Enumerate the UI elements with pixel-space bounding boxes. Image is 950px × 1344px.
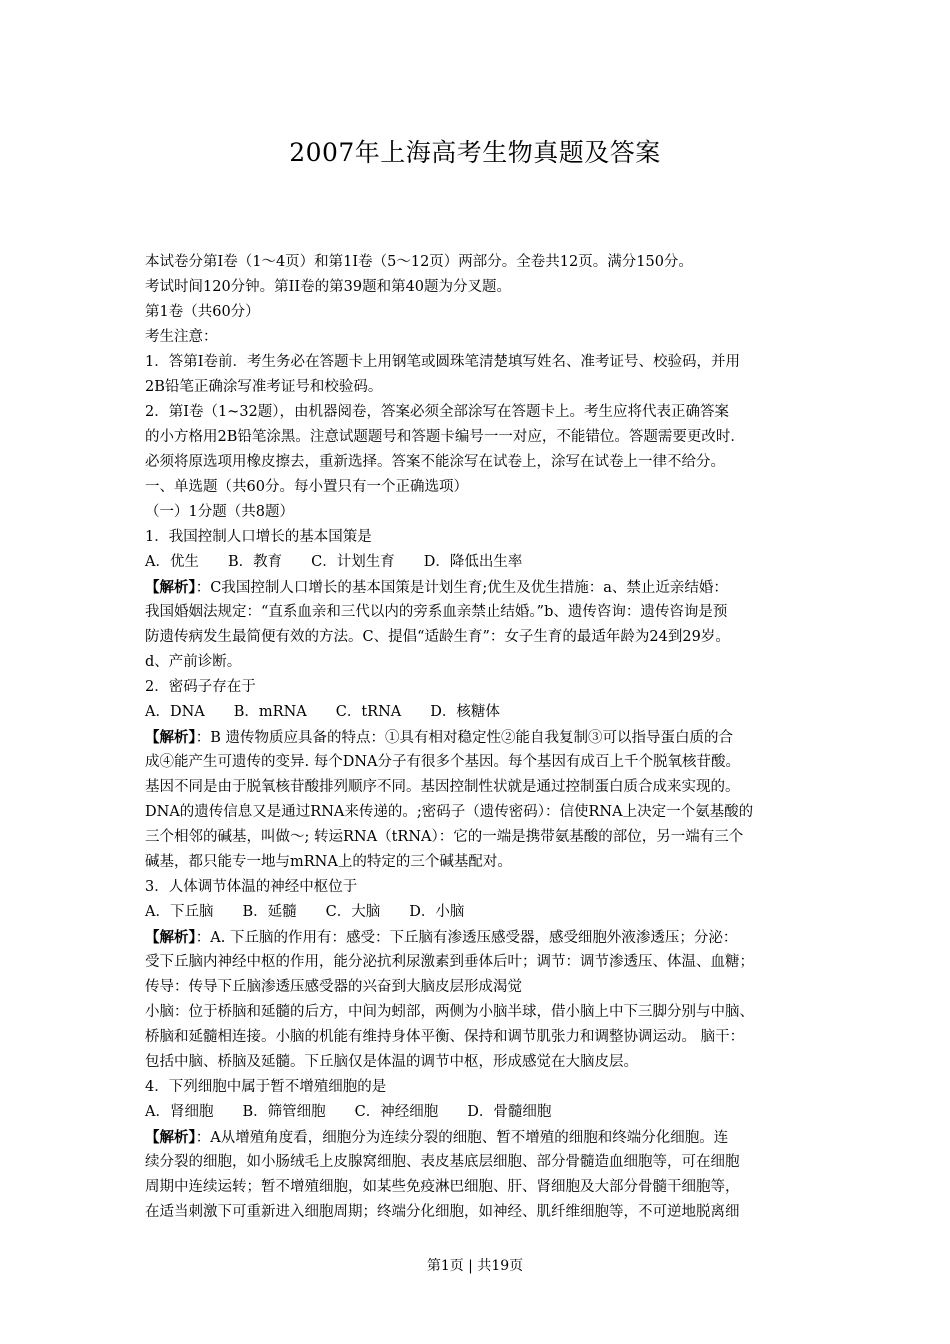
analysis-line: 桥脑和延髓相连接。小脑的机能有维持身体平衡、保持和调节肌张力和调整协调运动。 脑干： <box>145 1029 745 1045</box>
intro-line: 一、单选题（共60分。每小置只有一个正确选项） <box>145 479 468 495</box>
analysis-line <box>145 575 845 600</box>
intro-line: 第1卷（共60分） <box>145 304 260 320</box>
analysis-text: ：B 遗传物质应具备的特点：①具有相对稳定性②能自我复制③可以指导蛋白质的合 <box>195 730 734 746</box>
analysis-line: 续分裂的细胞，如小肠绒毛上皮腺窝细胞、表皮基底层细胞、部分骨髓造血细胞等，可在细胞 <box>145 1154 740 1170</box>
analysis-line: 成④能产生可遗传的变异. 每个DNA分子有很多个基因。每个基因有成百上千个脱氧核苷酸。 <box>145 754 740 770</box>
analysis-text: ：A从增殖角度看，细胞分为连续分裂的细胞、暂不增殖的细胞和终端分化细胞。连 <box>195 1130 729 1146</box>
analysis-line: DNA的遗传信息又是通过RNA来传递的。;密码子（遗传密码）：信使RNA上决定一个氨基酸的 <box>145 804 754 820</box>
page-footer: 第1页 | 共19页 <box>426 1258 524 1274</box>
analysis-line: 周期中连续运转；暂不增殖细胞，如某些免疫淋巴细胞、肝、肾细胞及大部分骨髓干细胞等， <box>145 1179 740 1195</box>
analysis-line: 基因不同是由于脱氧核苷酸排列顺序不同。基因控制性状就是通过控制蛋白质合成来实现的。 <box>145 779 740 795</box>
analysis-line: 碱基，都只能专一地与mRNA上的特定的三个碱基配对。 <box>145 854 512 870</box>
question-stem: 1．我国控制人口增长的基本国策是 <box>145 529 372 545</box>
analysis-line: 三个相邻的碱基，叫做～; 转运RNA（tRNA）：它的一端是携带氨基酸的部位，另一端有三个 <box>145 829 744 845</box>
intro-line: 2B铅笔正确涂写准考证号和校验码。 <box>145 379 383 395</box>
analysis-line: 传导：传导下丘脑渗透压感受器的兴奋到大脑皮层形成渴觉 <box>145 979 522 995</box>
analysis-line <box>145 925 845 950</box>
analysis-line: 小脑：位于桥脑和延髓的后方，中间为蚓部，两侧为小脑半球，借小脑上中下三脚分别与中脑、 <box>145 1004 754 1020</box>
analysis-line: 受下丘脑内神经中枢的作用，能分泌抗利尿激素到垂体后叶；调节：调节渗透压、体温、血糖； <box>145 954 754 970</box>
question-options: A．DNA B．mRNA C．tRNA D．核糖体 <box>145 704 500 720</box>
intro-line: 本试卷分第Ⅰ卷（1～4页）和第1Ⅰ卷（5～12页）两部分。全卷共12页。满分150分。 <box>145 254 693 270</box>
analysis-line: d、产前诊断。 <box>145 654 242 670</box>
analysis-line: 在适当刺激下可重新进入细胞周期；终端分化细胞，如神经、肌纤维细胞等，不可逆地脱离细 <box>145 1204 740 1220</box>
question-stem: 4．下列细胞中属于暂不增殖细胞的是 <box>145 1079 387 1095</box>
document-body <box>145 250 845 1225</box>
analysis-label: 【解析】 <box>145 1129 196 1146</box>
intro-line: 的小方格用2B铅笔涂黑。注意试题题号和答题卡编号一一对应，不能错位。答题需要更改时． <box>145 429 745 445</box>
analysis-line: 我国婚姻法规定：“直系血亲和三代以内的旁系血亲禁止结婚。”b、遗传咨询：遗传咨询是预 <box>145 604 728 620</box>
analysis-label: 【解析】 <box>145 579 196 596</box>
question-stem: 3．人体调节体温的神经中枢位于 <box>145 879 358 895</box>
question-options: A．肾细胞 B．筛管细胞 C．神经细胞 D．骨髓细胞 <box>145 1104 552 1120</box>
page-title: 2007年上海高考生物真题及答案 <box>289 138 661 167</box>
question-options: A．优生 B．教育 C．计划生育 D．降低出生率 <box>145 554 523 570</box>
analysis-line: 包括中脑、桥脑及延髓。下丘脑仅是体温的调节中枢，形成感觉在大脑皮层。 <box>145 1054 638 1070</box>
analysis-label: 【解析】 <box>145 929 196 946</box>
analysis-text: ：C我国控制人口增长的基本国策是计划生育;优生及优生措施：a、禁止近亲结婚： <box>195 580 728 596</box>
analysis-line <box>145 725 845 750</box>
analysis-label: 【解析】 <box>145 729 196 746</box>
intro-line: 考生注意： <box>145 329 218 345</box>
analysis-text: ：A. 下丘脑的作用有：感受：下丘脑有渗透压感受器，感受细胞外液渗透压；分泌： <box>195 930 738 946</box>
intro-line: 2．第Ⅰ卷（1~32题），由机器阅卷，答案必须全部涂写在答题卡上。考生应将代表正确答案 <box>145 404 730 420</box>
intro-line: 1．答第Ⅰ卷前．考生务必在答题卡上用钢笔或圆珠笔清楚填写姓名、准考证号、校验码，并用 <box>145 354 740 370</box>
analysis-line: 防遗传病发生最简便有效的方法。C、提倡“适龄生育”：女子生育的最适年龄为24到29岁。 <box>145 629 730 645</box>
question-options: A．下丘脑 B．延髓 C．大脑 D．小脑 <box>145 904 465 920</box>
intro-line: （一）1分题（共8题） <box>145 504 294 520</box>
intro-line: 必须将原选项用橡皮擦去，重新选择。答案不能涂写在试卷上，涂写在试卷上一律不给分。 <box>145 454 725 470</box>
question-stem: 2．密码子存在于 <box>145 679 256 695</box>
analysis-line <box>145 1125 845 1150</box>
intro-line: 考试时间120分钟。第II卷的第39题和第40题为分叉题。 <box>145 279 512 295</box>
